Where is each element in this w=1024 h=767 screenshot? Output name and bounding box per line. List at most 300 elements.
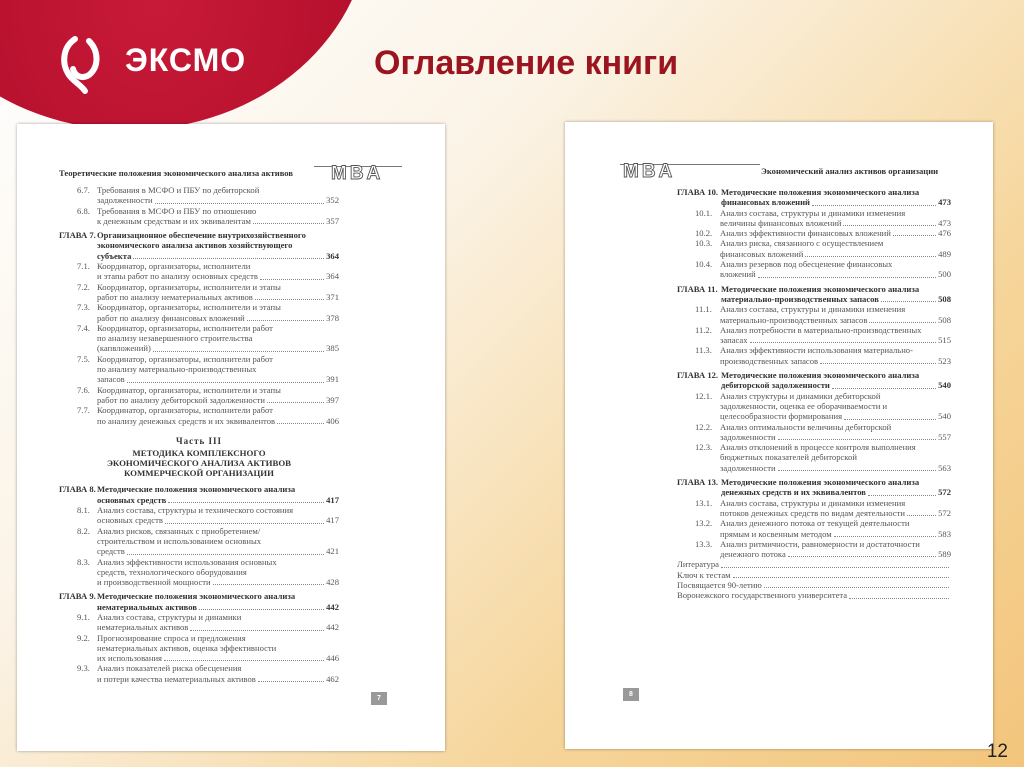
toc-title-text: Методические положения экономического анализа xyxy=(97,484,296,495)
toc-line xyxy=(59,663,339,673)
toc-entry xyxy=(677,590,951,600)
toc-title-text: Анализ отклонений в процессе контроля выполнения xyxy=(720,442,916,453)
toc-title-text: задолженности xyxy=(97,195,153,206)
toc-line xyxy=(677,380,951,390)
dot-leader xyxy=(153,351,324,352)
toc-line xyxy=(677,422,951,432)
toc-entry xyxy=(59,385,339,406)
section-number: 11.3. xyxy=(695,345,712,356)
toc-line xyxy=(59,282,339,292)
toc-title-text: основных средств xyxy=(97,494,167,505)
toc-title-text: Прогнозирование спроса и предложения xyxy=(97,632,246,643)
toc-title-text: Анализ эффективности финансовых вложений xyxy=(720,228,891,239)
toc-line xyxy=(59,577,339,587)
toc-title-text: Координатор, организаторы, исполнители работ xyxy=(97,353,273,364)
section-number: 8.1. xyxy=(77,505,90,516)
toc-title-text: Методические положения экономического анализа xyxy=(721,477,920,488)
toc-line xyxy=(59,591,339,601)
toc-entry xyxy=(59,302,339,323)
toc-entry xyxy=(677,559,951,569)
section-number: 12.2. xyxy=(695,421,713,432)
toc-line xyxy=(677,529,951,539)
page-number: 8 xyxy=(623,688,639,701)
toc-page-number: 371 xyxy=(326,291,339,302)
toc-line xyxy=(59,374,339,384)
toc-page-number: 508 xyxy=(938,314,951,325)
dot-leader xyxy=(277,423,324,424)
dot-leader xyxy=(805,256,936,257)
toc-title-text: и этапы работ по анализу основных средств xyxy=(97,271,258,282)
toc-line xyxy=(59,674,339,684)
toc-title-text: запасов xyxy=(97,374,125,385)
toc-title-text: Требования в МСФО и ПБУ по отношению xyxy=(97,205,257,216)
toc-title-text: работ по анализу дебиторской задолженности xyxy=(97,394,266,405)
toc-line xyxy=(59,643,339,653)
running-head: Теоретические положения экономического анализа активов xyxy=(59,168,294,178)
dot-leader xyxy=(155,203,325,204)
section-number: 7.3. xyxy=(77,302,90,313)
toc-page-number: 563 xyxy=(938,462,951,473)
chapter-number: ГЛАВА 12. xyxy=(677,370,719,381)
toc-page-number: 476 xyxy=(938,228,951,239)
toc-title-text: финансовых вложений xyxy=(721,197,811,208)
toc-line xyxy=(677,498,951,508)
section-number: 7.1. xyxy=(77,261,90,272)
section-number: 8.3. xyxy=(77,556,90,567)
toc-line xyxy=(677,249,951,259)
toc-title-text: запасах xyxy=(720,335,748,346)
toc-list xyxy=(677,183,951,601)
toc-title-text: их использования xyxy=(97,653,162,664)
toc-title-text: Координатор, организаторы, исполнители и этапы xyxy=(97,302,281,313)
page-number: 7 xyxy=(371,692,387,705)
toc-line xyxy=(59,602,339,612)
toc-page-left xyxy=(17,124,445,751)
toc-line xyxy=(677,304,951,314)
toc-title-text: Методические положения экономического анализа xyxy=(721,283,920,294)
toc-line xyxy=(677,345,951,355)
toc-page-number: 508 xyxy=(938,293,951,304)
toc-line xyxy=(59,364,339,374)
chapter-number: ГЛАВА 10. xyxy=(677,187,719,197)
toc-title-text: Анализ состава, структуры и динамики изменения xyxy=(720,497,906,508)
section-number: 8.2. xyxy=(77,525,90,536)
dot-leader xyxy=(820,363,936,364)
toc-entry xyxy=(677,259,951,280)
toc-line xyxy=(677,197,951,207)
dot-leader xyxy=(832,388,936,389)
toc-line xyxy=(59,313,339,323)
section-number: 13.2. xyxy=(695,518,713,529)
toc-title-text: Анализ ритмичности, равномерности и достаточности xyxy=(720,538,920,549)
toc-line xyxy=(677,356,951,366)
toc-page-number: 540 xyxy=(938,380,951,391)
toc-title-text: потоков денежных средств по видам деятельности xyxy=(720,507,905,518)
dot-leader xyxy=(788,556,936,557)
dot-leader xyxy=(750,342,937,343)
toc-page-number: 421 xyxy=(326,546,339,557)
part-title xyxy=(59,448,339,479)
toc-title-text: Анализ оптимальности величины дебиторской xyxy=(720,421,892,432)
dot-leader xyxy=(165,523,324,524)
section-number: 10.2. xyxy=(695,228,713,239)
toc-title-text: Координатор, организаторы, исполнители работ xyxy=(97,322,273,333)
toc-title-text: Методические положения экономического анализа xyxy=(97,591,296,602)
toc-title-text: Анализ эффективности использования материально- xyxy=(720,345,913,356)
dot-leader xyxy=(778,470,937,471)
toc-line xyxy=(59,484,339,494)
chapter-number: ГЛАВА 11. xyxy=(677,283,718,294)
toc-line xyxy=(677,442,951,452)
dot-leader xyxy=(869,322,936,323)
toc-line xyxy=(59,302,339,312)
toc-title-text: дебиторской задолженности xyxy=(721,380,830,391)
toc-title-text: задолженности xyxy=(720,431,776,442)
toc-page-number: 364 xyxy=(326,271,339,282)
toc-line xyxy=(677,452,951,462)
toc-line xyxy=(677,477,951,487)
series-logo-mba: MBA xyxy=(331,163,384,184)
toc-page-number: 515 xyxy=(938,335,951,346)
section-number: 6.7. xyxy=(77,185,90,195)
toc-title-text: по анализу незавершенного строительства xyxy=(97,333,253,344)
toc-line xyxy=(677,401,951,411)
toc-title-text: строительством и использованием основных xyxy=(97,535,262,546)
toc-entry xyxy=(677,518,951,539)
toc-title-text: по анализу материально-производственных xyxy=(97,364,257,375)
toc-chapter xyxy=(677,284,951,305)
toc-page-number: 397 xyxy=(326,394,339,405)
toc-line xyxy=(677,284,951,294)
dot-leader xyxy=(247,320,324,321)
toc-line xyxy=(59,251,339,261)
toc-line xyxy=(677,325,951,335)
toc-page-number: 572 xyxy=(938,507,951,518)
toc-title-text: Анализ состава, структуры и динамики изменения xyxy=(720,304,906,315)
toc-title-text: субъекта xyxy=(97,250,132,261)
toc-line xyxy=(59,195,339,205)
toc-title-text: Анализ структуры и динамики дебиторской xyxy=(720,390,881,401)
dot-leader xyxy=(733,577,949,578)
toc-chapter xyxy=(59,591,339,612)
toc-line xyxy=(59,185,339,195)
toc-title-text: основных средств xyxy=(97,515,163,526)
toc-entry xyxy=(677,238,951,259)
chapter-number: ГЛАВА 13. xyxy=(677,477,719,488)
toc-page-number: 473 xyxy=(938,217,951,228)
eksmo-logo-icon xyxy=(55,33,105,97)
toc-chapter xyxy=(677,477,951,498)
toc-line xyxy=(59,395,339,405)
toc-title-text: Методические положения экономического анализа xyxy=(721,187,920,197)
dot-leader xyxy=(843,225,936,226)
toc-line xyxy=(59,271,339,281)
toc-page-number: 385 xyxy=(326,343,339,354)
dot-leader xyxy=(893,235,936,236)
toc-entry xyxy=(59,633,339,664)
toc-title-text: к денежным средствам и их эквивалентам xyxy=(97,215,251,226)
section-number: 7.5. xyxy=(77,353,90,364)
toc-line xyxy=(677,590,951,600)
toc-entry xyxy=(677,580,951,590)
dot-leader xyxy=(844,419,936,420)
toc-page-number: 357 xyxy=(326,215,339,226)
toc-title-text: финансовых вложений xyxy=(720,248,804,259)
toc-line xyxy=(677,411,951,421)
toc-title-text: нематериальных активов xyxy=(97,622,189,633)
toc-title-text: Анализ эффективности использования основных xyxy=(97,556,277,567)
dot-leader xyxy=(758,277,936,278)
toc-entry xyxy=(677,570,951,580)
toc-page-number: 391 xyxy=(326,374,339,385)
toc-line xyxy=(59,343,339,353)
toc-page-number: 583 xyxy=(938,528,951,539)
toc-line xyxy=(59,261,339,271)
dot-leader xyxy=(907,515,936,516)
toc-list xyxy=(59,185,339,684)
toc-page-number: 500 xyxy=(938,269,951,280)
toc-title-text: денежного потока xyxy=(720,549,786,560)
toc-title-text: Анализ состава, структуры и технического состояния xyxy=(97,505,294,516)
toc-line xyxy=(677,508,951,518)
toc-title-text: Анализ состава, структуры и динамики xyxy=(97,612,242,622)
toc-entry xyxy=(677,304,951,325)
toc-entry xyxy=(59,526,339,557)
toc-title-text: средств xyxy=(97,546,125,557)
dot-leader xyxy=(849,598,949,599)
part-title-line: ЭКОНОМИЧЕСКОГО АНАЛИЗА АКТИВОВ xyxy=(106,458,292,469)
toc-chapter xyxy=(677,187,951,208)
part-title-line: КОММЕРЧЕСКОЙ ОРГАНИЗАЦИИ xyxy=(124,468,274,479)
toc-line xyxy=(59,536,339,546)
chapter-number: ГЛАВА 7. xyxy=(59,230,96,241)
toc-line xyxy=(677,269,951,279)
toc-title-text: денежных средств и их эквивалентов xyxy=(721,487,866,498)
toc-title-text: Координатор, организаторы, исполнители xyxy=(97,261,251,272)
toc-line xyxy=(59,612,339,622)
toc-line xyxy=(59,495,339,505)
dot-leader xyxy=(267,402,324,403)
toc-line xyxy=(677,335,951,345)
toc-line xyxy=(59,323,339,333)
dot-leader xyxy=(168,502,324,503)
toc-line xyxy=(59,405,339,415)
toc-line xyxy=(59,567,339,577)
toc-title-text: Координатор, организаторы, исполнители работ xyxy=(97,405,273,416)
toc-page-number: 406 xyxy=(326,415,339,426)
toc-page-number: 446 xyxy=(326,653,339,664)
toc-page-number: 352 xyxy=(326,195,339,206)
toc-page-right xyxy=(565,122,993,749)
toc-title-text: экономического анализа активов хозяйствующего xyxy=(97,240,293,251)
toc-title-text: Литература xyxy=(677,559,719,570)
toc-line xyxy=(59,416,339,426)
toc-title-text: Координатор, организаторы, исполнители и этапы xyxy=(97,384,281,395)
toc-line xyxy=(677,432,951,442)
toc-page-number: 378 xyxy=(326,312,339,323)
part-heading xyxy=(59,436,339,479)
toc-entry xyxy=(59,505,339,526)
toc-entry xyxy=(677,345,951,366)
section-number: 7.7. xyxy=(77,405,90,416)
dot-leader xyxy=(881,301,936,302)
toc-line xyxy=(59,633,339,643)
toc-page-number: 540 xyxy=(938,411,951,422)
running-head: Экономический анализ активов организации xyxy=(761,166,939,176)
toc-title-text: Ключ к тестам xyxy=(677,569,731,580)
section-number: 12.1. xyxy=(695,390,713,401)
toc-entry xyxy=(59,261,339,282)
toc-entry xyxy=(59,206,339,227)
toc-entry xyxy=(59,557,339,588)
toc-title-text: Посвящается 90-летию xyxy=(677,579,762,590)
toc-title-text: средств, технологического оборудования xyxy=(97,566,247,577)
dot-leader xyxy=(199,609,324,610)
toc-title-text: нематериальных активов, оценка эффективности xyxy=(97,642,277,653)
toc-entry xyxy=(59,405,339,426)
section-number: 12.3. xyxy=(695,442,713,453)
toc-line xyxy=(59,385,339,395)
toc-title-text: прямым и косвенным методом xyxy=(720,528,832,539)
toc-chapter xyxy=(59,230,339,261)
toc-chapter xyxy=(59,484,339,505)
toc-page-number: 364 xyxy=(326,250,339,261)
toc-line xyxy=(677,463,951,473)
section-number: 7.6. xyxy=(77,384,90,395)
toc-line xyxy=(677,294,951,304)
toc-title-text: работ по анализу финансовых вложений xyxy=(97,312,245,323)
toc-title-text: бюджетных показателей дебиторской xyxy=(720,452,857,463)
toc-page-number: 442 xyxy=(326,622,339,633)
toc-entry xyxy=(677,442,951,473)
toc-line xyxy=(59,292,339,302)
toc-page-number: 589 xyxy=(938,549,951,560)
toc-title-text: величины финансовых вложений xyxy=(720,217,842,228)
toc-title-text: задолженности xyxy=(720,462,776,473)
dot-leader xyxy=(868,495,936,496)
dot-leader xyxy=(778,439,937,440)
dot-leader xyxy=(127,554,324,555)
toc-title-text: материально-производственных запасов xyxy=(721,293,879,304)
section-number: 9.2. xyxy=(77,632,90,643)
toc-title-text: вложений xyxy=(720,269,756,280)
part-label: Часть III xyxy=(175,435,223,446)
toc-entry xyxy=(677,325,951,346)
toc-line xyxy=(677,187,951,197)
toc-page-number: 428 xyxy=(326,577,339,588)
toc-line xyxy=(59,333,339,343)
dot-leader xyxy=(260,279,324,280)
toc-page-number: 442 xyxy=(326,601,339,612)
dot-leader xyxy=(255,299,324,300)
toc-line xyxy=(59,354,339,364)
section-number: 10.4. xyxy=(695,259,713,270)
dot-leader xyxy=(164,660,324,661)
toc-title-text: материально-производственных запасов xyxy=(720,314,868,325)
chapter-number: ГЛАВА 8. xyxy=(59,484,96,495)
toc-line xyxy=(59,206,339,216)
section-number: 9.1. xyxy=(77,612,90,622)
toc-page-number: 572 xyxy=(938,487,951,498)
toc-entry xyxy=(59,185,339,206)
toc-page-number: 523 xyxy=(938,355,951,366)
dot-leader xyxy=(213,584,324,585)
toc-title-text: Воронежского государственного университета xyxy=(677,590,848,601)
toc-page-number: 462 xyxy=(326,673,339,684)
toc-line xyxy=(59,515,339,525)
section-number: 7.4. xyxy=(77,322,90,333)
toc-entry xyxy=(59,323,339,354)
dot-leader xyxy=(127,382,324,383)
toc-line xyxy=(677,570,951,580)
toc-title-text: производственных запасов xyxy=(720,355,819,366)
toc-line xyxy=(677,238,951,248)
dot-leader xyxy=(253,223,324,224)
section-number: 7.2. xyxy=(77,281,90,292)
toc-line xyxy=(677,549,951,559)
toc-chapter xyxy=(677,370,951,391)
toc-line xyxy=(677,208,951,218)
section-number: 10.3. xyxy=(695,238,713,249)
toc-line xyxy=(677,315,951,325)
toc-line xyxy=(677,228,951,238)
publisher-logo xyxy=(55,25,255,105)
toc-line xyxy=(677,370,951,380)
toc-line xyxy=(677,580,951,590)
slide-title: Оглавление книги xyxy=(374,44,679,82)
toc-page-number: 473 xyxy=(938,197,951,208)
slide-number: 12 xyxy=(986,741,1008,762)
toc-line xyxy=(59,216,339,226)
toc-title-text: Анализ потребности в материально-производственных xyxy=(720,324,922,335)
toc-title-text: Анализ состава, структуры и динамики изменения xyxy=(720,207,906,218)
toc-entry xyxy=(59,282,339,303)
toc-title-text: Методические положения экономического анализа xyxy=(721,370,920,381)
toc-title-text: Требования в МСФО и ПБУ по дебиторской xyxy=(97,185,260,195)
chapter-number: ГЛАВА 9. xyxy=(59,591,96,602)
publisher-name: ЭКСМО xyxy=(125,42,247,78)
toc-line xyxy=(677,559,951,569)
toc-line xyxy=(59,653,339,663)
dot-leader xyxy=(812,205,936,206)
dot-leader xyxy=(133,258,324,259)
toc-title-text: Анализ рисков, связанных с приобретением/ xyxy=(97,525,261,536)
toc-title-text: Анализ показателей риска обесценения xyxy=(97,663,242,674)
toc-line xyxy=(59,230,339,240)
toc-page-number: 557 xyxy=(938,431,951,442)
toc-line xyxy=(677,218,951,228)
series-logo-mba: MBA xyxy=(623,161,676,182)
toc-entry xyxy=(59,663,339,684)
section-number: 11.2. xyxy=(695,324,712,335)
toc-title-text: по анализу денежных средств и их эквивалентов xyxy=(97,415,276,426)
toc-line xyxy=(677,518,951,528)
dot-leader xyxy=(721,567,949,568)
toc-line xyxy=(59,622,339,632)
toc-title-text: (капвложений) xyxy=(97,343,151,354)
toc-line xyxy=(677,487,951,497)
toc-title-text: Организационное обеспечение внутрихозяйственного xyxy=(97,230,306,241)
toc-entry xyxy=(677,208,951,229)
toc-title-text: задолженности, оценка ее оборачиваемости и xyxy=(720,400,888,411)
toc-entry xyxy=(677,228,951,238)
section-number: 13.3. xyxy=(695,538,713,549)
toc-entry xyxy=(59,354,339,385)
toc-title-text: Анализ резервов под обесценение финансовых xyxy=(720,259,893,270)
toc-title-text: целесообразности формирования xyxy=(720,411,843,422)
section-number: 11.1. xyxy=(695,304,712,315)
toc-line xyxy=(59,240,339,250)
